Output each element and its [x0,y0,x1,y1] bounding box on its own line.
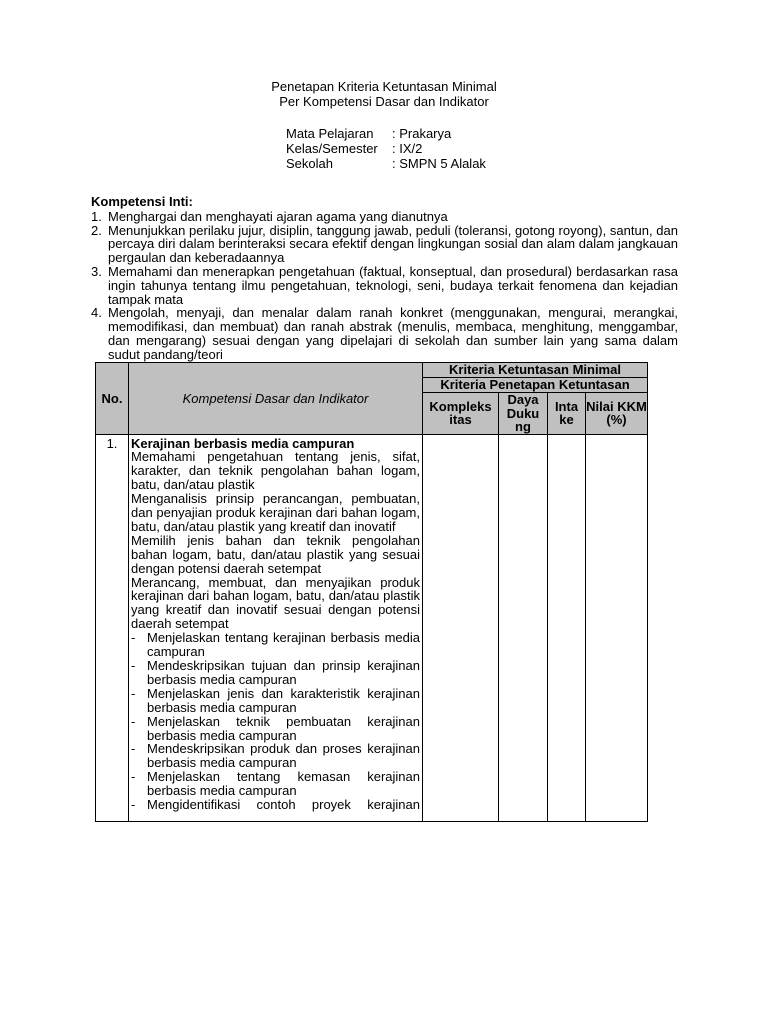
header-kompleksitas: Kompleks itas [423,393,499,435]
kompetensi-inti-section [91,195,678,362]
indicator-text: Menjelaskan tentang kerajinan berbasis media campuran [147,630,420,660]
meta-value: : SMPN 5 Alalak [392,156,486,171]
indicator-item [131,687,420,715]
kd-paragraph: Memahami pengetahuan tentang jenis, sifat, karakter, dan teknik pengolahan bahan logam, batu, dan/atau plastik [131,449,420,493]
meta-value: : IX/2 [392,141,423,156]
kompetensi-inti-heading: Kompetensi Inti: [91,194,193,209]
row-number: 1. [96,434,129,821]
header-intake: Inta ke [548,393,586,435]
header-kriteria-ketuntasan-minimal: Kriteria Ketuntasan Minimal [423,363,648,378]
indicator-dash: - [131,741,136,757]
row-kompetensi-cell [129,434,423,821]
indicator-text: Mengidentifikasi contoh proyek kerajinan [147,797,420,813]
ki-number: 3. [91,263,102,279]
kd-paragraph: Menganalisis prinsip perancangan, pembuatan, dan penyajian produk kerajinan dari bahan logam, batu, dan/atau plastik yang kreatif dan inovatif [131,491,420,534]
table-header-row [96,363,648,378]
indicator-item [131,659,420,687]
row-category: Kerajinan berbasis media campuran [131,435,355,451]
indicator-item [131,715,420,743]
ki-number: 2. [91,222,102,238]
ki-number: 1. [91,208,102,224]
indicator-item [131,631,420,659]
table-row [96,434,648,821]
cell-daya-dukung [499,434,548,821]
indicator-dash: - [131,658,136,673]
indicator-dash: - [131,630,136,646]
header-kriteria-penetapan: Kriteria Penetapan Ketuntasan [423,378,648,393]
document-title-line-2: Per Kompetensi Dasar dan Indikator [279,94,489,109]
indicator-text: Menjelaskan jenis dan karakteristik kerajinan berbasis media campuran [147,685,420,715]
meta-row-school [286,156,486,171]
kkm-table [95,362,648,822]
indicator-dash: - [131,769,136,785]
kompetensi-inti-item [91,224,678,265]
cell-kompleksitas [423,434,499,821]
kd-paragraph: Memilih jenis bahan dan teknik pengolahan bahan logam, batu, dan/atau plastik yang sesuai dengan potensi daerah setempat [131,532,420,576]
meta-label: Mata Pelajaran [286,126,374,141]
row-kompetensi-content [129,435,422,812]
ki-number: 4. [91,305,102,321]
meta-label: Sekolah [286,156,333,171]
indicator-dash: - [131,797,136,813]
header-kompetensi-dasar: Kompetensi Dasar dan Indikator [129,363,423,435]
ki-text: Menunjukkan perilaku jujur, disiplin, tanggung jawab, peduli (toleransi, gotong royong), santun, dan percaya diri dalam berinteraksi secara efektif dengan lingkungan sosial dan alam dalam jangkauan pergaulan dan keberadaannya [108,222,678,266]
kompetensi-inti-item [91,210,678,224]
indicator-text: Menjelaskan tentang kemasan kerajinan berbasis media campuran [147,769,420,799]
ki-text: Mengolah, menyaji, dan menalar dalam ranah konkret (menggunakan, mengurai, merangkai, memodifikasi, dan membuat) dan ranah abstrak (menulis, membaca, menghitung, menggambar, dan mengarang) sesuai dengan yang dipelajari di sekolah dan sumber lain yang sama dalam sudut pandang/teori [108,305,678,362]
meta-row-class [286,141,486,156]
indicator-text: Mendeskripsikan produk dan proses kerajinan berbasis media campuran [147,741,420,771]
kompetensi-inti-item [91,265,678,306]
header-nilai-kkm: Nilai KKM (%) [586,393,648,435]
kd-paragraph: Merancang, membuat, dan menyajikan produk kerajinan dari bahan logam, batu, dan/atau plastik yang kreatif dan inovatif sesuai dengan potensi daerah setempat [131,574,420,632]
cell-nilai-kkm [586,434,648,821]
document-meta [286,126,486,171]
indicator-item [131,770,420,798]
indicator-text: Menjelaskan teknik pembuatan kerajinan berbasis media campuran [147,713,420,743]
cell-intake [548,434,586,821]
indicator-text: Mendeskripsikan tujuan dan prinsip kerajinan berbasis media campuran [147,658,420,687]
indicator-item [131,798,420,812]
meta-row-subject [286,126,486,141]
meta-value: : Prakarya [392,126,452,141]
indicator-dash: - [131,713,136,729]
ki-text: Memahami dan menerapkan pengetahuan (faktual, konseptual, dan prosedural) berdasarkan rasa ingin tahunya tentang ilmu pengetahuan, teknologi, seni, budaya terkait fenomena dan kejadian tampak mata [108,263,678,307]
kompetensi-inti-item [91,306,678,361]
header-no: No. [96,363,129,435]
ki-text: Menghargai dan menghayati ajaran agama yang dianutnya [108,208,448,224]
indicator-dash: - [131,685,136,701]
document-title-line-1: Penetapan Kriteria Ketuntasan Minimal [271,79,497,94]
header-daya-dukung: Daya Duku ng [499,393,548,435]
indicator-item [131,742,420,770]
meta-label: Kelas/Semester [286,141,378,156]
